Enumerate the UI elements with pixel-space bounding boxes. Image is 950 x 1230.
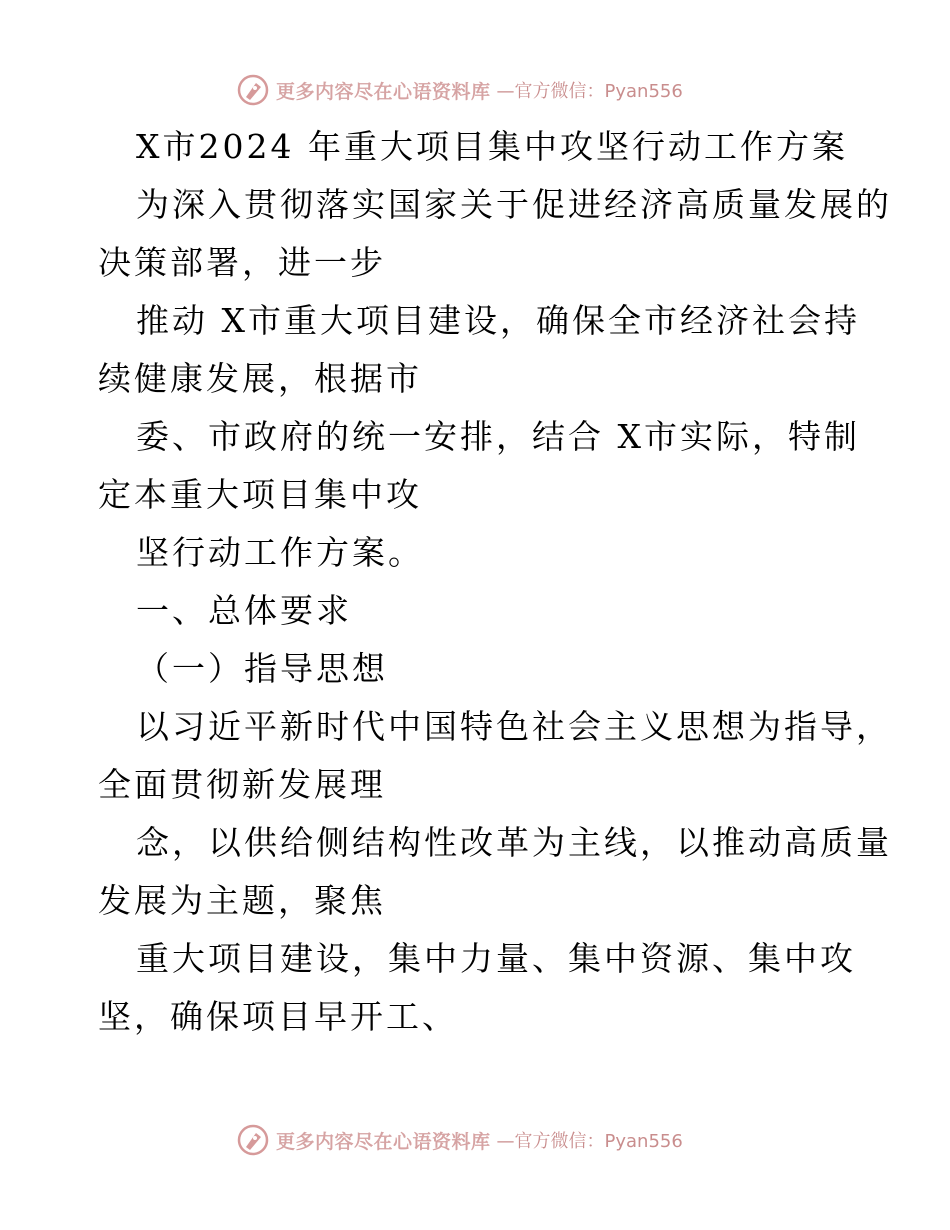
paragraph-line: 发展为主题，聚焦 — [98, 881, 386, 920]
watermark-contact: —官方微信：Pyan556 — [496, 1131, 683, 1152]
paragraph-line: 决策部署，进一步 — [98, 243, 386, 282]
paragraph-line: 坚行动工作方案。 — [136, 533, 424, 572]
paragraph-line: 全面贯彻新发展理 — [98, 765, 386, 804]
paragraph-line: 定本重大项目集中攻 — [98, 475, 422, 514]
document-body — [98, 118, 892, 1046]
section-heading: 一、总体要求 — [136, 591, 352, 630]
pen-nib-circle-icon — [236, 1123, 270, 1157]
paragraph-line: 为深入贯彻落实国家关于促进经济高质量发展的 — [136, 185, 892, 224]
footer-watermark — [236, 1122, 683, 1158]
paragraph-line: 念，以供给侧结构性改革为主线，以推动高质量 — [136, 823, 892, 862]
pen-nib-circle-icon — [236, 73, 270, 107]
watermark-contact: —官方微信：Pyan556 — [496, 81, 683, 102]
paragraph-line: 以习近平新时代中国特色社会主义思想为指导， — [136, 707, 892, 746]
watermark-text: 更多内容尽在心语资料库 — [276, 80, 491, 103]
watermark-text: 更多内容尽在心语资料库 — [276, 1130, 491, 1153]
header-watermark — [236, 72, 683, 108]
document-title: X市2024 年重大项目集中攻坚行动工作方案 — [136, 127, 848, 166]
subsection-heading: （一）指导思想 — [136, 649, 388, 688]
paragraph-line: 委、市政府的统一安排，结合 X市实际，特制 — [136, 417, 860, 456]
paragraph-line: 重大项目建设，集中力量、集中资源、集中攻 — [136, 939, 856, 978]
paragraph-line: 推动 X市重大项目建设，确保全市经济社会持 — [136, 301, 860, 340]
paragraph-line: 续健康发展，根据市 — [98, 359, 422, 398]
paragraph-line: 坚，确保项目早开工、 — [98, 997, 458, 1036]
